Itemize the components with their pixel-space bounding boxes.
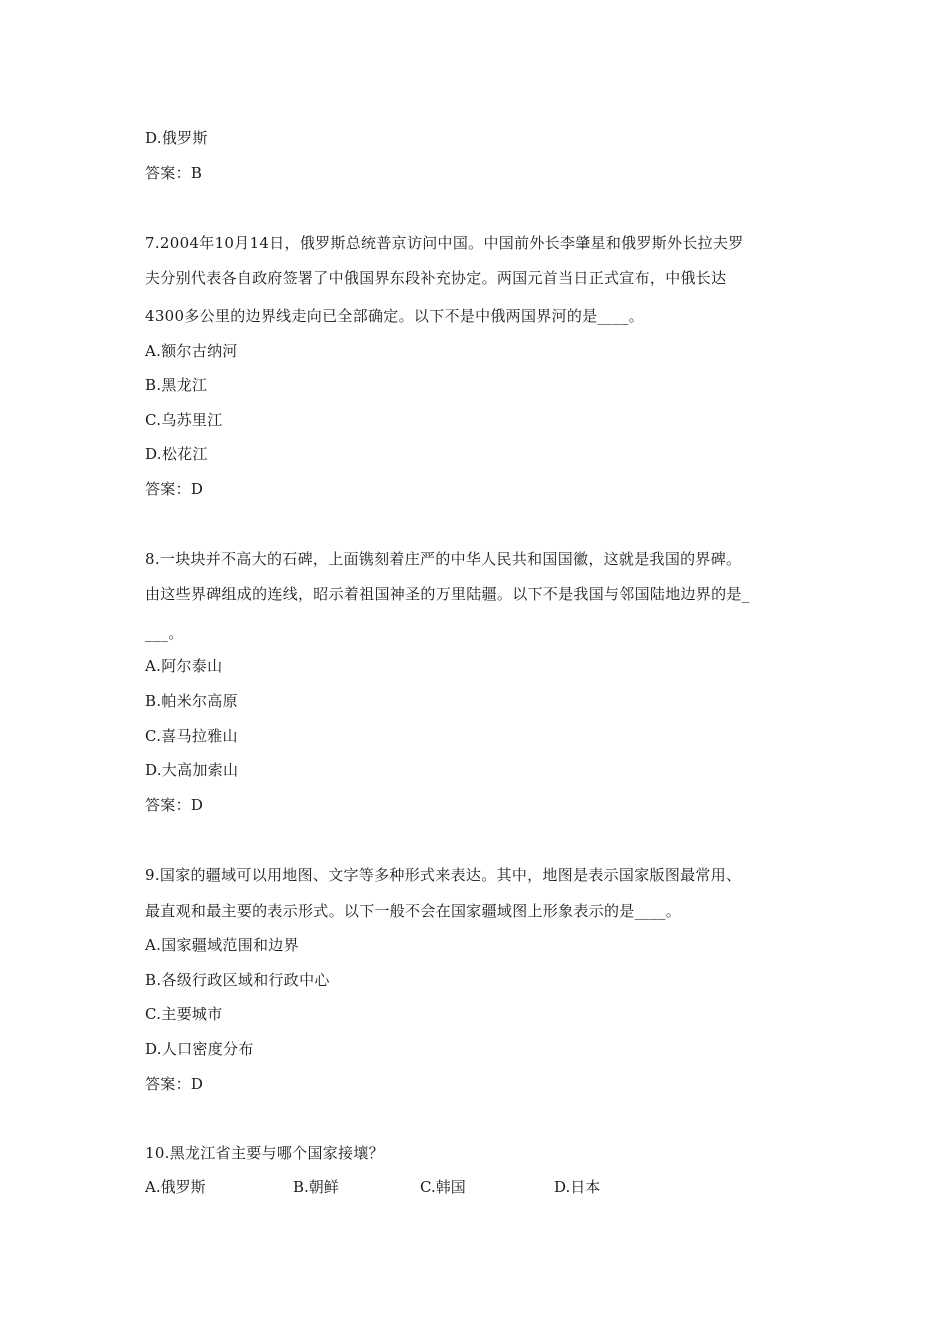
q9-stem-line-1: 9.国家的疆域可以用地图、文字等多种形式来表达。其中，地图是表示国家版图最常用、 xyxy=(145,866,742,884)
q7-stem-line-2: 夫分别代表各自政府签署了中俄国界东段补充协定。两国元首当日正式宣布，中俄长达 xyxy=(145,269,727,287)
q10-option-d: D.日本 xyxy=(554,1178,601,1196)
q8-answer: 答案：D xyxy=(145,796,204,814)
q10-option-c: C.韩国 xyxy=(420,1178,466,1196)
q8-option-c: C.喜马拉雅山 xyxy=(145,727,238,745)
q6-answer: 答案：B xyxy=(145,164,203,182)
q7-stem-line-3: 4300多公里的边界线走向已全部确定。以下不是中俄两国界河的是____。 xyxy=(145,307,644,325)
q9-stem-line-2: 最直观和最主要的表示形式。以下一般不会在国家疆域图上形象表示的是____。 xyxy=(145,902,682,920)
q10-stem: 10.黑龙江省主要与哪个国家接壤？ xyxy=(145,1144,384,1162)
q10-option-b: B.朝鲜 xyxy=(293,1178,339,1196)
q9-option-a: A.国家疆域范围和边界 xyxy=(145,936,299,954)
q10-option-a: A.俄罗斯 xyxy=(145,1178,206,1196)
q7-option-c: C.乌苏里江 xyxy=(145,411,223,429)
q10-options-row xyxy=(145,1177,815,1197)
q9-option-c: C.主要城市 xyxy=(145,1005,223,1023)
q7-option-a: A.额尔古纳河 xyxy=(145,342,238,360)
q9-answer: 答案：D xyxy=(145,1075,204,1093)
q6-option-d: D.俄罗斯 xyxy=(145,129,208,147)
q8-option-d: D.大高加索山 xyxy=(145,761,239,779)
q9-option-b: B.各级行政区域和行政中心 xyxy=(145,971,330,989)
q8-option-a: A.阿尔泰山 xyxy=(145,657,223,675)
q7-option-d: D.松花江 xyxy=(145,445,208,463)
q8-stem-line-3: ___。 xyxy=(145,624,184,642)
q8-stem-line-1: 8.一块块并不高大的石碑，上面镌刻着庄严的中华人民共和国国徽，这就是我国的界碑。 xyxy=(145,550,742,568)
q7-answer: 答案：D xyxy=(145,480,204,498)
q7-stem-line-1: 7.2004年10月14日，俄罗斯总统普京访问中国。中国前外长李肇星和俄罗斯外长拉夫罗 xyxy=(145,234,744,252)
q8-stem-line-2: 由这些界碑组成的连线，昭示着祖国神圣的万里陆疆。以下不是我国与邻国陆地边界的是_ xyxy=(145,585,750,603)
q9-option-d: D.人口密度分布 xyxy=(145,1040,254,1058)
q7-option-b: B.黑龙江 xyxy=(145,376,208,394)
q8-option-b: B.帕米尔高原 xyxy=(145,692,238,710)
